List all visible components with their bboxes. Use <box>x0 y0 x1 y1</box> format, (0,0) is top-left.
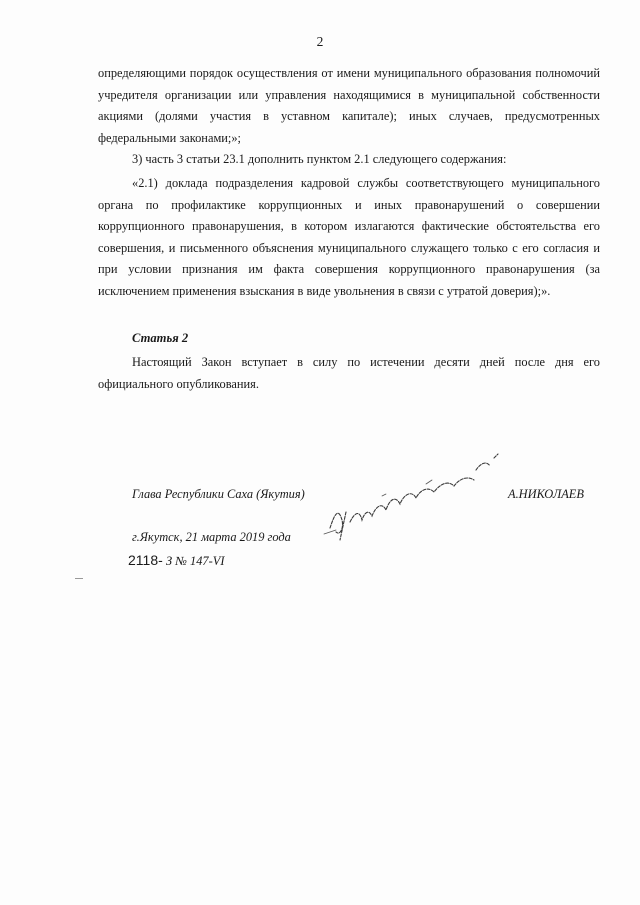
signatory-title: Глава Республики Саха (Якутия) <box>132 487 305 501</box>
signatory-name: А.НИКОЛАЕВ <box>508 487 584 501</box>
article-2-body <box>98 352 600 395</box>
place-and-date: г.Якутск, 21 марта 2019 года <box>132 530 291 544</box>
paragraph-continuation-text: определяющими порядок осуществления от имени муниципального образования полномочий учредителя организации или управления находящимися в муниципальной собственности акциями (долями участия в уставном капитале); иных случаев, предусмотренных федеральными законами;»; <box>98 66 600 145</box>
handwritten-signature <box>316 450 516 550</box>
page-number: 2 <box>316 34 324 49</box>
registration-law-number: З № 147-VI <box>166 554 225 568</box>
article-2-text: Настоящий Закон вступает в силу по истечении десяти дней после дня его официального опубликования. <box>98 355 600 391</box>
registration-prefix: 2118- <box>128 552 163 568</box>
scan-mark <box>75 578 83 579</box>
article-2-heading: Статья 2 <box>132 331 189 345</box>
paragraph-continuation <box>98 63 600 149</box>
registration-number <box>128 552 224 569</box>
paragraph-item-3-text: 3) часть 3 статьи 23.1 дополнить пунктом 2.1 следующего содержания: <box>132 152 507 166</box>
paragraph-quote-text: «2.1) доклада подразделения кадровой службы соответствующего муниципального органа по профилактике коррупционных и иных правонарушений о совершении коррупционного правонарушения, в котором излагаются фактические обстоятельства его совершения, и письменного объяснения муниципального служащего только с его согласия и при условии признания им факта совершения коррупционного правонарушения (за исключением применения взыскания в виде увольнения в связи с утратой доверия);». <box>98 176 600 298</box>
paragraph-quote <box>98 173 600 302</box>
paragraph-item-3 <box>132 149 602 171</box>
